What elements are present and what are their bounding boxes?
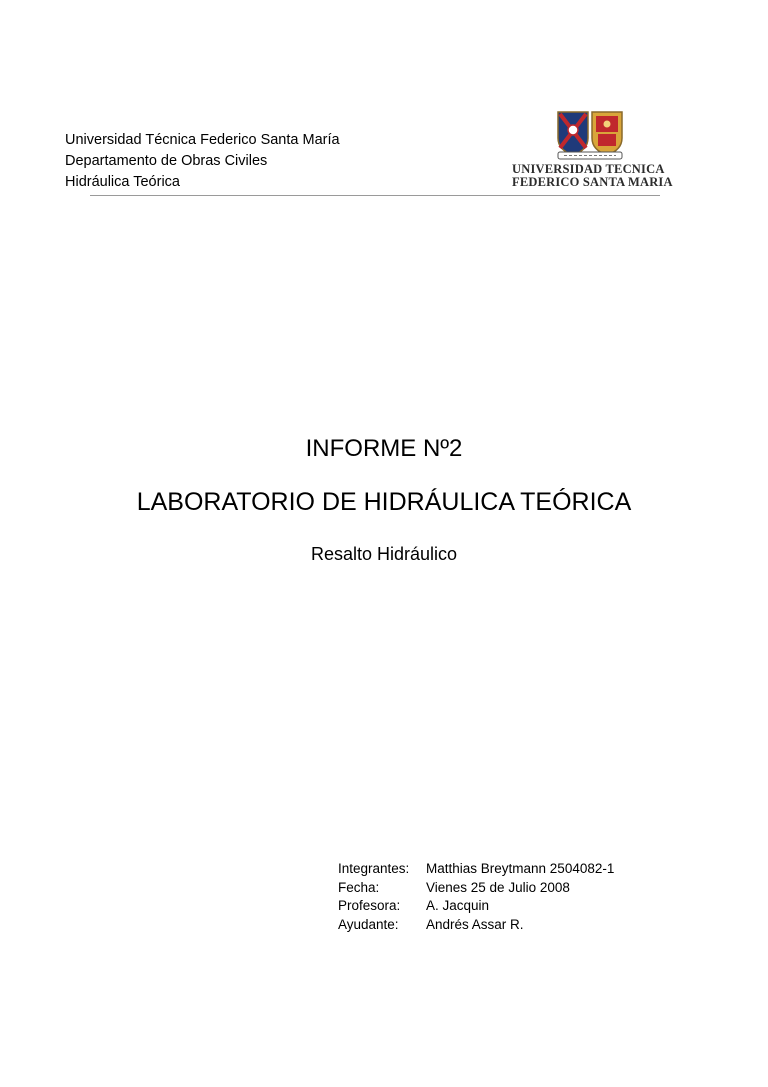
info-value: Andrés Assar R. <box>426 916 524 932</box>
info-row-date <box>338 879 614 898</box>
course-name: Hidráulica Teórica <box>65 174 180 190</box>
info-label: Fecha: <box>338 879 380 895</box>
header-divider <box>90 195 660 196</box>
info-row-assistant <box>338 916 614 935</box>
report-number: INFORME Nº2 <box>305 435 463 462</box>
report-info-table <box>338 860 614 934</box>
info-label: Ayudante: <box>338 916 399 932</box>
report-subtitle: Resalto Hidráulico <box>310 544 458 564</box>
header-institution-block <box>65 130 340 193</box>
university-crest-icon <box>556 108 624 160</box>
logo-line-1: UNIVERSIDAD TECNICA <box>512 162 665 176</box>
info-row-members <box>338 860 614 879</box>
info-value: Matthias Breytmann 2504082-1 <box>426 861 615 876</box>
institution-name: Universidad Técnica Federico Santa María <box>65 132 340 148</box>
info-value: Vienes 25 de Julio 2008 <box>426 879 570 895</box>
logo-line-2: FEDERICO SANTA MARIA <box>512 175 673 189</box>
info-label: Integrantes: <box>338 861 410 876</box>
info-value: A. Jacquin <box>426 898 490 913</box>
report-title: LABORATORIO DE HIDRÁULICA TEÓRICA <box>136 488 632 516</box>
info-row-professor <box>338 897 614 916</box>
department-name: Departamento de Obras Civiles <box>65 153 268 169</box>
logo-wordmark <box>512 162 673 189</box>
university-logo <box>512 108 673 192</box>
info-label: Profesora: <box>338 898 401 913</box>
